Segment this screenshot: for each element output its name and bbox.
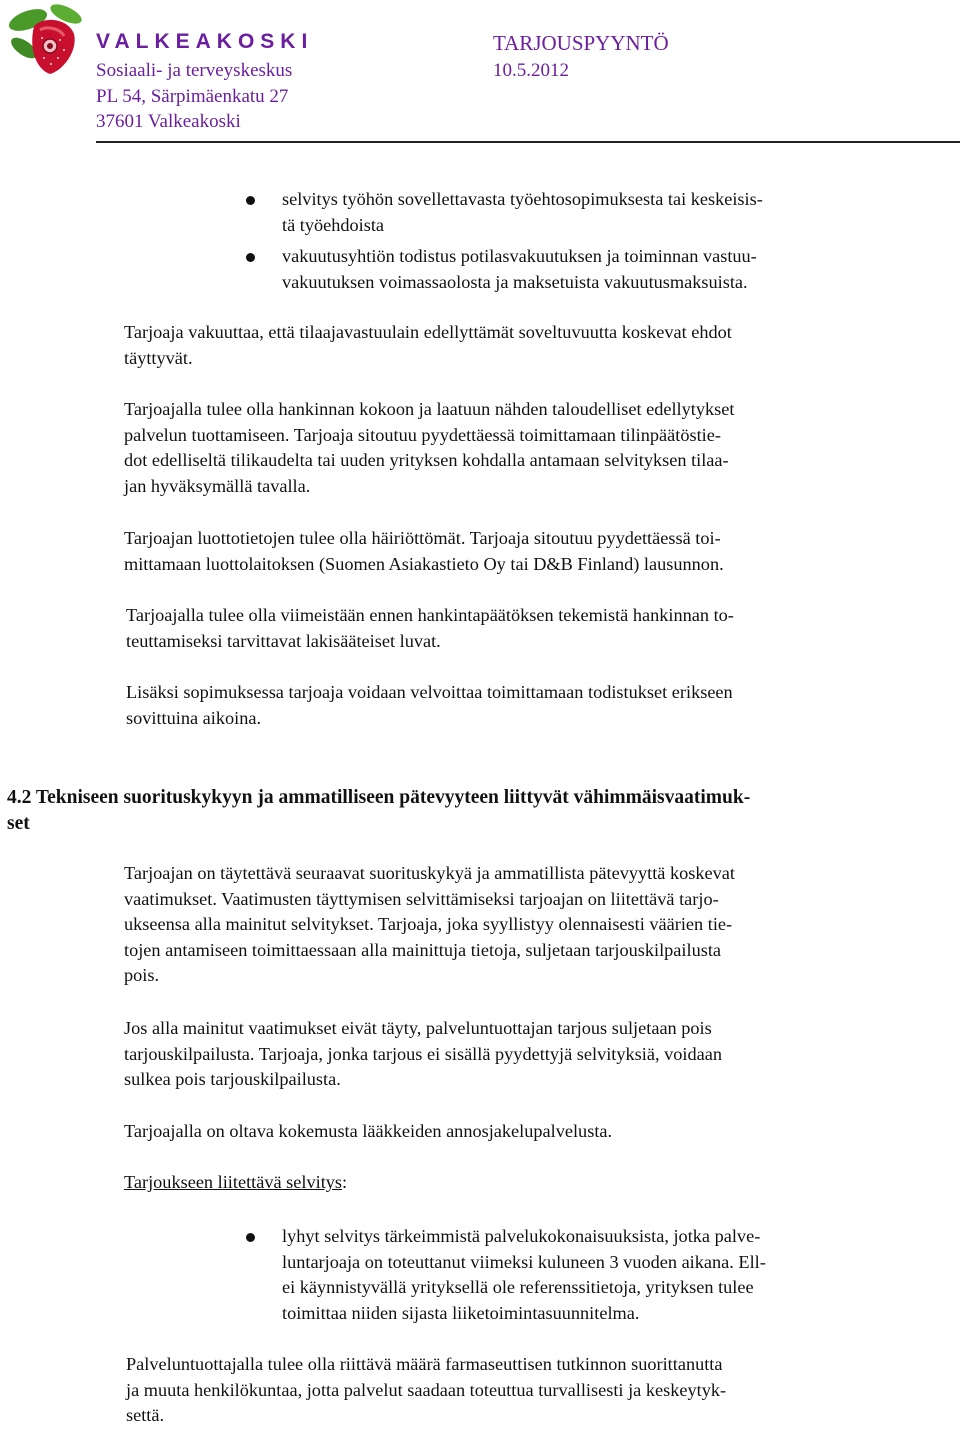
text-line: dot edelliseltä tilikaudelta tai uuden yrityksen kohdalla antamaan selvityksen tilaa- [124, 450, 729, 470]
valkeakoski-strawberry-logo [4, 0, 96, 80]
document-type: TARJOUSPYYNTÖ [493, 31, 669, 55]
text-line: Tarjoaja vakuuttaa, että tilaajavastuulain edellyttämät soveltuvuutta koskevat ehdot [124, 322, 732, 342]
text-line: Tarjoajan luottotietojen tulee olla häiriöttömät. Tarjoaja sitoutuu pyydettäessä toi- [124, 528, 721, 548]
bullet-item [282, 187, 878, 238]
text-line: tarjouskilpailusta. Tarjoaja, jonka tarjous ei sisällä pyydettyjä selvityksiä, voidaan [124, 1043, 722, 1064]
text-line: pois. [124, 965, 160, 985]
header-divider [96, 141, 960, 143]
text-line: settä. [126, 1405, 165, 1425]
paragraph [126, 603, 880, 654]
text-line: täyttyvät. [124, 347, 193, 368]
bullet-icon [246, 253, 255, 262]
paragraph [124, 861, 880, 989]
paragraph [124, 1119, 880, 1145]
text-line: toimittaa niiden sijasta liiketoimintasuunnitelma. [282, 1302, 640, 1323]
text-line: sulkea pois tarjouskilpailusta. [124, 1069, 341, 1089]
address-line-2: 37601 Valkeakoski [96, 111, 241, 132]
text-line: Jos alla mainitut vaatimukset eivät täyty, palveluntuottajan tarjous suljetaan pois [124, 1018, 712, 1038]
paragraph [126, 1352, 880, 1429]
text-line: vakuutuksen voimassaolosta ja maksetuista vakuutusmaksuista. [282, 271, 748, 292]
organization-name: Sosiaali- ja terveyskeskus [96, 60, 293, 81]
text-line: palvelun tuottamiseen. Tarjoaja sitoutuu pyydettäessä toimittamaan tilinpäätöstie- [124, 424, 721, 445]
text-line: ja muuta henkilökuntaa, jotta palvelut saadaan toteuttua turvallisesti ja keskeytyk- [126, 1379, 727, 1400]
text-line: tä työehdoista [282, 214, 385, 235]
text-line: selvitys työhön sovellettavasta työehtosopimuksesta tai keskeisis- [282, 189, 763, 209]
attachment-colon: : [342, 1172, 348, 1192]
text-line: mittamaan luottolaitoksen (Suomen Asiakastieto Oy tai D&B Finland) lausunnon. [124, 553, 724, 574]
bullet-item [282, 1224, 878, 1326]
paragraph [124, 397, 880, 499]
bullet-icon [246, 196, 255, 205]
address-line-1: PL 54, Särpimäenkatu 27 [96, 86, 289, 107]
text-line: jan hyväksymällä tavalla. [124, 475, 311, 496]
attachment-label: Tarjoukseen liitettävä selvitys [124, 1172, 343, 1192]
heading-line: set [7, 813, 30, 834]
paragraph [124, 1016, 880, 1093]
text-line: Lisäksi sopimuksessa tarjoaja voidaan velvoittaa toimittamaan todistukset erikseen [126, 682, 733, 702]
text-line: tojen antamiseen toimittaessaan alla mainittuja tietoja, suljetaan tarjouskilpailusta [124, 939, 722, 960]
bullet-icon [246, 1233, 255, 1242]
document-date: 10.5.2012 [493, 60, 569, 81]
text-line: ukseensa alla mainitut selvitykset. Tarjoaja, joka syyllistyy olennaisesti väärien tie- [124, 914, 733, 934]
text-line: Palveluntuottajalla tulee olla riittävä määrä farmaseuttisen tutkinnon suorittanutta [126, 1354, 723, 1374]
section-heading [7, 785, 750, 837]
heading-line: 4.2 Tekniseen suorituskykyyn ja ammatilliseen pätevyyteen liittyvät vähimmäisvaatimuk- [7, 787, 751, 808]
bullet-item [282, 244, 878, 295]
text-line: Tarjoajalla on oltava kokemusta lääkkeiden annosjakelupalvelusta. [124, 1121, 613, 1141]
attachment-heading [124, 1170, 880, 1196]
text-line: Tarjoajalla tulee olla viimeistään ennen hankintapäätöksen tekemistä hankinnan to- [126, 605, 734, 625]
text-line: vakuutusyhtiön todistus potilasvakuutuksen ja toiminnan vastuu- [282, 246, 757, 266]
text-line: teuttamiseksi tarvittavat lakisääteiset luvat. [126, 630, 441, 651]
text-line: lyhyt selvitys tärkeimmistä palvelukokonaisuuksista, jotka palve- [282, 1226, 761, 1246]
paragraph [126, 680, 880, 731]
text-line: Tarjoajan on täytettävä seuraavat suorituskykyä ja ammatillista pätevyyttä koskevat [124, 863, 735, 883]
brand-name: VALKEAKOSKI [96, 30, 314, 53]
text-line: Tarjoajalla tulee olla hankinnan kokoon ja laatuun nähden taloudelliset edellytykset [124, 399, 735, 419]
text-line: luntarjoaja on toteuttanut viimeksi kuluneen 3 vuoden aikana. Ell- [282, 1251, 766, 1272]
text-line: sovittuina aikoina. [126, 707, 262, 728]
text-line: vaatimukset. Vaatimusten täyttymisen selvittämiseksi tarjoajan on liitettävä tarjo- [124, 888, 719, 909]
paragraph [124, 320, 880, 371]
text-line: ei käynnistyvällä yrityksellä ole referenssitietoja, yrityksen tulee [282, 1277, 754, 1297]
paragraph [124, 526, 880, 577]
